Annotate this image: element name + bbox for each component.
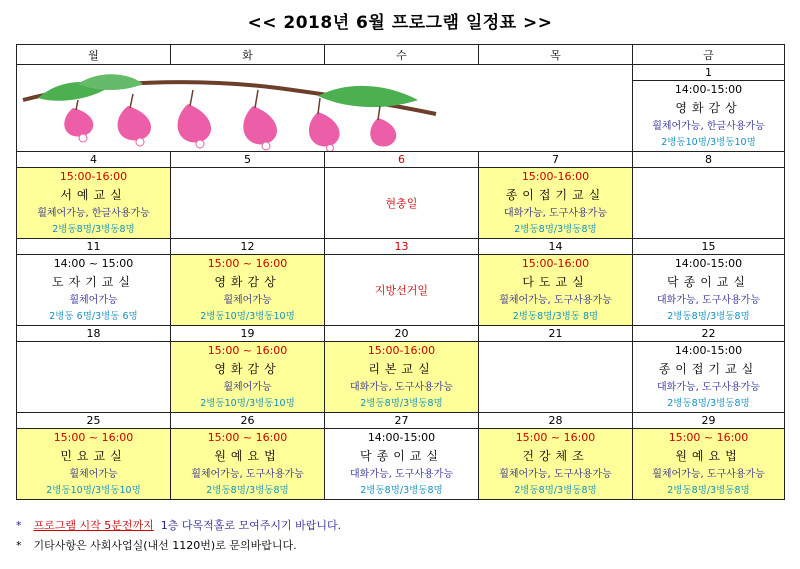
program-name: 영화감상: [214, 361, 281, 376]
weekday-thu: 목: [479, 45, 633, 65]
ward-capacity: 2병동8명/3병동8명: [206, 484, 289, 496]
ward-capacity: 2병동 6명/3병동 6명: [49, 310, 138, 322]
program-note: 휠체어가능: [69, 294, 118, 306]
footer-highlight: 프로그램 시작 5분전까지: [33, 519, 154, 532]
weekday-wed: 수: [325, 45, 479, 65]
ward-capacity: 2병동10명/3병동10명: [661, 136, 756, 148]
schedule-cell: [17, 255, 171, 326]
empty-days-block: [17, 65, 633, 152]
program-note: 휠체어가능, 한글사용가능: [652, 120, 765, 132]
holiday-cell: [325, 255, 479, 326]
program-name: 다도교실: [522, 274, 589, 289]
date-cell: 15: [633, 239, 785, 255]
ward-capacity: 2병동10명/3병동10명: [200, 397, 295, 409]
weekday-fri: 금: [633, 45, 785, 65]
date-cell: 12: [171, 239, 325, 255]
footer-text: 기타사항은 사회사업실(내선 1120번)로 문의바랍니다.: [33, 539, 297, 552]
schedule-cell: [479, 168, 633, 239]
program-note: 휠체어가능, 도구사용가능: [652, 468, 765, 480]
schedule-cell: [17, 429, 171, 500]
time-text: 15:00 ~ 16:00: [207, 430, 288, 444]
program-name: 닥종이교실: [360, 448, 443, 463]
time-text: 15:00 ~ 16:00: [515, 430, 596, 444]
ward-capacity: 2병동8명/3병동8명: [667, 310, 750, 322]
date-cell: 14: [479, 239, 633, 255]
date-cell: 11: [17, 239, 171, 255]
program-name: 원예요법: [675, 448, 742, 463]
time-text: 15:00-16:00: [521, 169, 590, 183]
footer-text: 1층 다목적홀로 모여주시기 바랍니다.: [160, 519, 342, 532]
program-note: 대화가능, 도구사용가능: [350, 468, 453, 480]
date-cell: 28: [479, 413, 633, 429]
time-text: 14:00 ~ 15:00: [53, 256, 134, 270]
star-bullet: *: [16, 539, 22, 552]
ward-capacity: 2병동8명/3병동 8명: [512, 310, 599, 322]
schedule-cell: [325, 342, 479, 413]
schedule-cell: [171, 342, 325, 413]
empty-cell: [633, 168, 785, 239]
schedule-cell: [171, 255, 325, 326]
program-name: 종이접기교실: [505, 187, 606, 202]
time-text: 14:00-15:00: [674, 256, 743, 270]
date-cell-holiday: 13: [325, 239, 479, 255]
program-note: 휠체어가능, 도구사용가능: [191, 468, 304, 480]
time-text: 15:00 ~ 16:00: [668, 430, 749, 444]
weekday-tue: 화: [171, 45, 325, 65]
time-text: 15:00-16:00: [59, 169, 128, 183]
time-text: 15:00 ~ 16:00: [207, 343, 288, 357]
holiday-name: 지방선거일: [374, 284, 429, 297]
schedule-cell: [17, 168, 171, 239]
program-note: 대화가능, 도구사용가능: [657, 381, 760, 393]
weekday-header-row: [17, 45, 785, 65]
date-cell-holiday: 6: [325, 152, 479, 168]
ward-capacity: 2병동8명/3병동8명: [52, 223, 135, 235]
program-name: 영화감상: [214, 274, 281, 289]
schedule-cell: [633, 81, 785, 152]
ward-capacity: 2병동10명/3병동10명: [46, 484, 141, 496]
schedule-cell: [479, 255, 633, 326]
time-text: 15:00 ~ 16:00: [53, 430, 134, 444]
schedule-cell: [633, 342, 785, 413]
program-note: 휠체어가능, 도구사용가능: [499, 468, 612, 480]
program-name: 서예교실: [60, 187, 127, 202]
program-name: 건강체조: [522, 448, 589, 463]
ward-capacity: 2병동8명/3병동8명: [667, 484, 750, 496]
date-cell: 18: [17, 326, 171, 342]
date-cell: 22: [633, 326, 785, 342]
footer-note-2: [16, 537, 784, 553]
schedule-cell: [171, 429, 325, 500]
time-text: 14:00-15:00: [674, 82, 743, 96]
ward-capacity: 2병동8명/3병동8명: [514, 223, 597, 235]
program-name: 도자기교실: [52, 274, 135, 289]
date-cell: 29: [633, 413, 785, 429]
program-note: 대화가능, 도구사용가능: [350, 381, 453, 393]
ward-capacity: 2병동8명/3병동8명: [360, 397, 443, 409]
holiday-name: 현충일: [385, 197, 418, 210]
weekday-mon: 월: [17, 45, 171, 65]
date-cell: 27: [325, 413, 479, 429]
program-note: 휠체어가능: [69, 468, 118, 480]
schedule-table: [16, 44, 785, 500]
date-cell: 7: [479, 152, 633, 168]
empty-cell: [479, 342, 633, 413]
ward-capacity: 2병동10명/3병동10명: [200, 310, 295, 322]
empty-cell: [171, 168, 325, 239]
program-note: 휠체어가능, 도구사용가능: [499, 294, 612, 306]
date-cell: 8: [633, 152, 785, 168]
program-name: 종이접기교실: [658, 361, 759, 376]
schedule-cell: [479, 429, 633, 500]
date-cell: 5: [171, 152, 325, 168]
program-name: 영화감상: [675, 100, 742, 115]
time-text: 14:00-15:00: [367, 430, 436, 444]
schedule-cell: [633, 429, 785, 500]
date-cell: 26: [171, 413, 325, 429]
time-text: 14:00-15:00: [674, 343, 743, 357]
footer-note-1: [16, 517, 784, 533]
program-note: 대화가능, 도구사용가능: [657, 294, 760, 306]
holiday-cell: [325, 168, 479, 239]
program-name: 민요교실: [60, 448, 127, 463]
date-cell: 19: [171, 326, 325, 342]
page-title: << 2018년 6월 프로그램 일정표 >>: [247, 13, 553, 33]
program-name: 리본교실: [368, 361, 435, 376]
date-cell: 21: [479, 326, 633, 342]
date-cell: 20: [325, 326, 479, 342]
ward-capacity: 2병동8명/3병동8명: [667, 397, 750, 409]
empty-cell: [17, 342, 171, 413]
ward-capacity: 2병동8명/3병동8명: [514, 484, 597, 496]
date-cell: 1: [633, 65, 785, 81]
schedule-cell: [633, 255, 785, 326]
program-note: 휠체어가능: [223, 294, 272, 306]
program-name: 닥종이교실: [667, 274, 750, 289]
program-name: 원예요법: [214, 448, 281, 463]
program-note: 휠체어가능, 한글사용가능: [37, 207, 150, 219]
time-text: 15:00 ~ 16:00: [207, 256, 288, 270]
time-text: 15:00-16:00: [521, 256, 590, 270]
ward-capacity: 2병동8명/3병동8명: [360, 484, 443, 496]
time-text: 15:00-16:00: [367, 343, 436, 357]
schedule-cell: [325, 429, 479, 500]
program-note: 대화가능, 도구사용가능: [504, 207, 607, 219]
program-note: 휠체어가능: [223, 381, 272, 393]
star-bullet: *: [16, 519, 22, 532]
date-cell: 25: [17, 413, 171, 429]
date-cell: 4: [17, 152, 171, 168]
